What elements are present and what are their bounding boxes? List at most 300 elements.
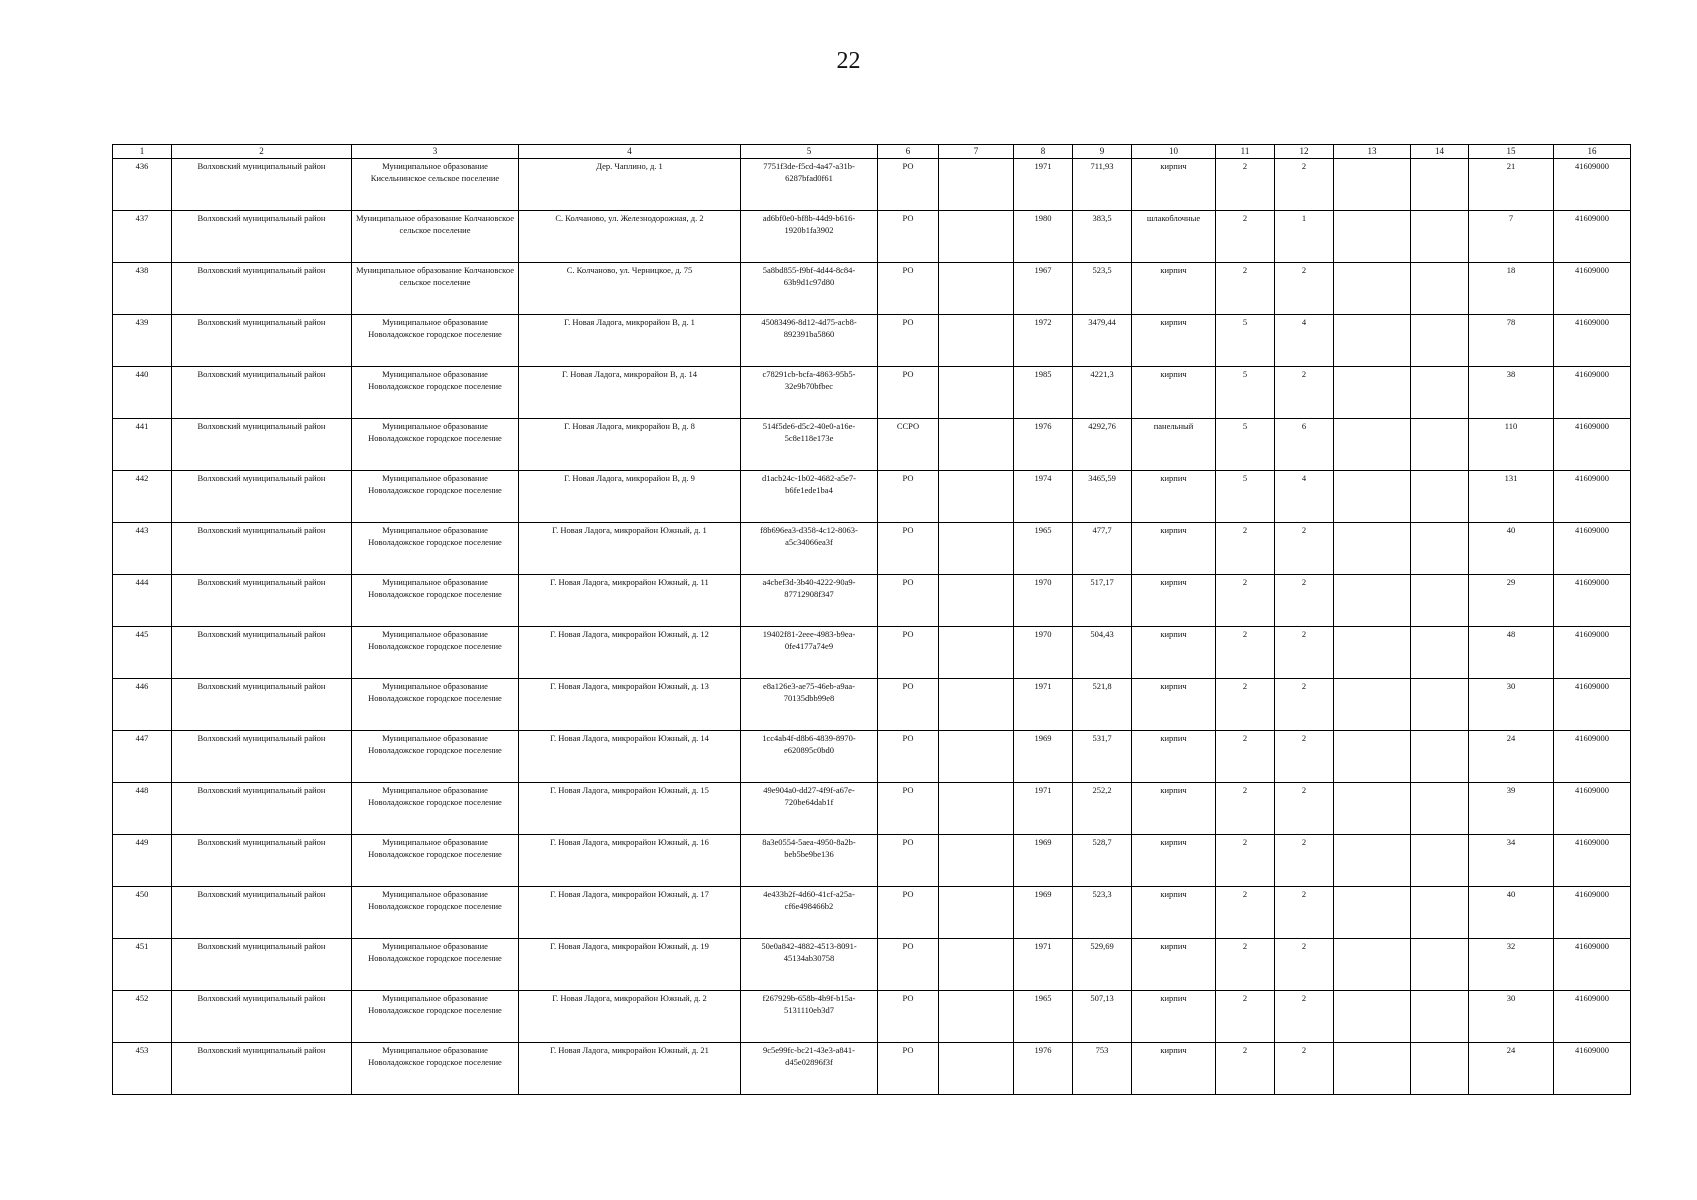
table-cell: Г. Новая Ладога, микрорайон Южный, д. 2 <box>519 991 741 1043</box>
table-cell: 504,43 <box>1073 627 1132 679</box>
table-cell: 1974 <box>1014 471 1073 523</box>
table-cell: 110 <box>1469 419 1554 471</box>
table-cell: 24 <box>1469 731 1554 783</box>
table-cell: 41609000 <box>1554 367 1631 419</box>
column-header: 12 <box>1275 145 1334 159</box>
table-cell: 41609000 <box>1554 159 1631 211</box>
table-cell: 38 <box>1469 367 1554 419</box>
table-cell: РО <box>878 367 939 419</box>
table-cell <box>939 471 1014 523</box>
table-cell: 3465,59 <box>1073 471 1132 523</box>
table-cell: Волховский муниципальный район <box>172 367 352 419</box>
column-header: 11 <box>1216 145 1275 159</box>
table-cell: 41609000 <box>1554 679 1631 731</box>
table-cell: Волховский муниципальный район <box>172 315 352 367</box>
table-cell <box>939 627 1014 679</box>
column-header: 9 <box>1073 145 1132 159</box>
table-cell: 1969 <box>1014 731 1073 783</box>
table-cell: РО <box>878 1043 939 1095</box>
table-cell <box>939 419 1014 471</box>
table-cell <box>1411 159 1469 211</box>
table-cell: 4292,76 <box>1073 419 1132 471</box>
table-cell: Дер. Чаплино, д. 1 <box>519 159 741 211</box>
table-cell: Муниципальное образование Новоладожское городское поселение <box>352 835 519 887</box>
table-cell: 252,2 <box>1073 783 1132 835</box>
table-cell <box>1334 939 1411 991</box>
table-cell: 2 <box>1216 679 1275 731</box>
table-cell: ССРО <box>878 419 939 471</box>
table-cell <box>1334 679 1411 731</box>
table-row <box>113 991 1631 1043</box>
table-cell: 34 <box>1469 835 1554 887</box>
table-cell: 1965 <box>1014 991 1073 1043</box>
table-cell <box>939 211 1014 263</box>
table-cell: 1971 <box>1014 783 1073 835</box>
table-cell: 528,7 <box>1073 835 1132 887</box>
table-cell: 1971 <box>1014 939 1073 991</box>
table-row <box>113 679 1631 731</box>
table-cell: 448 <box>113 783 172 835</box>
table-row <box>113 211 1631 263</box>
table-cell: Волховский муниципальный район <box>172 835 352 887</box>
table-cell: РО <box>878 159 939 211</box>
table-cell: Г. Новая Ладога, микрорайон Южный, д. 1 <box>519 523 741 575</box>
table-cell: 40 <box>1469 523 1554 575</box>
table-cell: Волховский муниципальный район <box>172 523 352 575</box>
table-cell: e8a126e3-ae75-46eb-a9aa-70135dbb99e8 <box>741 679 878 731</box>
table-cell: Муниципальное образование Новоладожское городское поселение <box>352 315 519 367</box>
table-cell: Муниципальное образование Новоладожское городское поселение <box>352 523 519 575</box>
table-cell: Г. Новая Ладога, микрорайон Южный, д. 15 <box>519 783 741 835</box>
column-header: 1 <box>113 145 172 159</box>
table-cell: 41609000 <box>1554 315 1631 367</box>
table-cell <box>1334 159 1411 211</box>
table-cell <box>1334 991 1411 1043</box>
table-cell: 5 <box>1216 367 1275 419</box>
table-cell: 4221,3 <box>1073 367 1132 419</box>
table-cell: 24 <box>1469 1043 1554 1095</box>
table-cell <box>939 575 1014 627</box>
table-cell: 4 <box>1275 315 1334 367</box>
table-row <box>113 731 1631 783</box>
table-cell: 2 <box>1216 835 1275 887</box>
table-cell <box>939 991 1014 1043</box>
table-cell: 4 <box>1275 471 1334 523</box>
table-cell: 1965 <box>1014 523 1073 575</box>
table-cell: 753 <box>1073 1043 1132 1095</box>
table-cell: 529,69 <box>1073 939 1132 991</box>
table-cell: 1969 <box>1014 887 1073 939</box>
table-cell <box>1411 315 1469 367</box>
table-cell: 451 <box>113 939 172 991</box>
table-cell <box>1334 211 1411 263</box>
table-cell: кирпич <box>1132 471 1216 523</box>
table-cell: Муниципальное образование Новоладожское городское поселение <box>352 887 519 939</box>
table-cell: Волховский муниципальный район <box>172 1043 352 1095</box>
table-cell: 41609000 <box>1554 627 1631 679</box>
table-cell <box>1334 367 1411 419</box>
table-cell: РО <box>878 783 939 835</box>
table-cell: 8a3e0554-5aea-4950-8a2b-beb5be9be136 <box>741 835 878 887</box>
table-cell <box>1411 575 1469 627</box>
table-cell <box>939 679 1014 731</box>
table-cell <box>1411 991 1469 1043</box>
table-cell: кирпич <box>1132 679 1216 731</box>
table-cell <box>939 731 1014 783</box>
table-cell <box>1411 211 1469 263</box>
table-cell: 39 <box>1469 783 1554 835</box>
table-cell: Муниципальное образование Новоладожское городское поселение <box>352 367 519 419</box>
table-cell <box>1411 419 1469 471</box>
table-cell: Муниципальное образование Новоладожское городское поселение <box>352 575 519 627</box>
table-cell: РО <box>878 939 939 991</box>
table-cell: 48 <box>1469 627 1554 679</box>
table-row <box>113 471 1631 523</box>
column-header: 16 <box>1554 145 1631 159</box>
table-cell: РО <box>878 679 939 731</box>
table-cell: 453 <box>113 1043 172 1095</box>
column-header: 15 <box>1469 145 1554 159</box>
column-header: 2 <box>172 145 352 159</box>
table-row <box>113 523 1631 575</box>
table-cell: 5 <box>1216 471 1275 523</box>
table-cell: РО <box>878 835 939 887</box>
table-cell: 1970 <box>1014 575 1073 627</box>
table-row <box>113 835 1631 887</box>
table-cell: РО <box>878 627 939 679</box>
table-cell: 41609000 <box>1554 263 1631 315</box>
table-row <box>113 1043 1631 1095</box>
table-cell: 19402f81-2eee-4983-b9ea-0fe4177a74e9 <box>741 627 878 679</box>
table-cell: 2 <box>1275 523 1334 575</box>
table-cell <box>1411 1043 1469 1095</box>
column-header: 3 <box>352 145 519 159</box>
table-cell: 3479,44 <box>1073 315 1132 367</box>
table-cell: c78291cb-bcfa-4863-95b5-32e9b70bfbec <box>741 367 878 419</box>
table-row <box>113 939 1631 991</box>
table-cell <box>1411 887 1469 939</box>
table-cell: 2 <box>1275 991 1334 1043</box>
table-cell: 41609000 <box>1554 523 1631 575</box>
table-cell: Муниципальное образование Колчановское сельское поселение <box>352 211 519 263</box>
table-cell <box>1334 731 1411 783</box>
table-cell: 30 <box>1469 991 1554 1043</box>
table-cell: d1acb24c-1b02-4682-a5e7-b6fe1ede1ba4 <box>741 471 878 523</box>
table-cell: 383,5 <box>1073 211 1132 263</box>
table-cell: 2 <box>1275 1043 1334 1095</box>
header-row <box>113 145 1631 159</box>
table-cell: Г. Новая Ладога, микрорайон В, д. 1 <box>519 315 741 367</box>
table-cell: 445 <box>113 627 172 679</box>
table-cell: РО <box>878 523 939 575</box>
table-cell: 2 <box>1275 679 1334 731</box>
table-cell: f267929b-658b-4b9f-b15a-5131110eb3d7 <box>741 991 878 1043</box>
table-cell: 517,17 <box>1073 575 1132 627</box>
table-cell <box>1334 523 1411 575</box>
table-cell: кирпич <box>1132 835 1216 887</box>
table-cell: Г. Новая Ладога, микрорайон Южный, д. 12 <box>519 627 741 679</box>
table-cell: 2 <box>1216 783 1275 835</box>
table-cell: 2 <box>1216 627 1275 679</box>
table-cell <box>939 263 1014 315</box>
table-cell: кирпич <box>1132 159 1216 211</box>
table-cell: 1972 <box>1014 315 1073 367</box>
table-cell: 78 <box>1469 315 1554 367</box>
table-cell: 1976 <box>1014 1043 1073 1095</box>
table-cell: Волховский муниципальный район <box>172 887 352 939</box>
table-cell <box>1334 263 1411 315</box>
table-cell: 450 <box>113 887 172 939</box>
column-header: 14 <box>1411 145 1469 159</box>
table-cell: Волховский муниципальный район <box>172 627 352 679</box>
table-cell: РО <box>878 263 939 315</box>
table-row <box>113 159 1631 211</box>
table-cell <box>1411 367 1469 419</box>
table-cell: Волховский муниципальный район <box>172 679 352 731</box>
table-cell: Муниципальное образование Новоладожское городское поселение <box>352 627 519 679</box>
table-cell: 5 <box>1216 419 1275 471</box>
table-cell <box>1334 887 1411 939</box>
table-cell: РО <box>878 575 939 627</box>
table-cell <box>939 887 1014 939</box>
table-cell: кирпич <box>1132 731 1216 783</box>
table-cell: 2 <box>1216 523 1275 575</box>
table-cell: РО <box>878 471 939 523</box>
table-cell <box>1334 575 1411 627</box>
table-cell: 2 <box>1216 159 1275 211</box>
table-cell: Волховский муниципальный район <box>172 471 352 523</box>
table-cell: 2 <box>1216 575 1275 627</box>
table-cell <box>939 835 1014 887</box>
table-cell: 41609000 <box>1554 575 1631 627</box>
table-cell: Муниципальное образование Колчановское сельское поселение <box>352 263 519 315</box>
table-cell: кирпич <box>1132 575 1216 627</box>
table-cell: 2 <box>1275 835 1334 887</box>
table-cell: 1967 <box>1014 263 1073 315</box>
table-cell: 2 <box>1216 211 1275 263</box>
table-cell: 41609000 <box>1554 211 1631 263</box>
table-cell: 30 <box>1469 679 1554 731</box>
table-cell: 41609000 <box>1554 419 1631 471</box>
table-row <box>113 887 1631 939</box>
table-cell: 41609000 <box>1554 731 1631 783</box>
table-cell: 40 <box>1469 887 1554 939</box>
table-cell: 45083496-8d12-4d75-acb8-892391ba5860 <box>741 315 878 367</box>
table-cell: РО <box>878 315 939 367</box>
table-cell: Муниципальное образование Новоладожское городское поселение <box>352 731 519 783</box>
table-cell <box>1411 939 1469 991</box>
table-cell: 452 <box>113 991 172 1043</box>
table-cell <box>1334 783 1411 835</box>
table-cell: Г. Новая Ладога, микрорайон В, д. 9 <box>519 471 741 523</box>
table-cell <box>1334 1043 1411 1095</box>
table-cell <box>1334 835 1411 887</box>
table-cell: 446 <box>113 679 172 731</box>
table-body <box>113 159 1631 1095</box>
table-cell <box>1411 471 1469 523</box>
table-cell: Муниципальное образование Новоладожское городское поселение <box>352 679 519 731</box>
table-cell: f8b696ea3-d358-4c12-8063-a5c34066ea3f <box>741 523 878 575</box>
table-cell: 2 <box>1275 939 1334 991</box>
table-cell: 21 <box>1469 159 1554 211</box>
table-cell: Волховский муниципальный район <box>172 211 352 263</box>
table-header <box>113 145 1631 159</box>
table-row <box>113 263 1631 315</box>
table-cell: 2 <box>1216 939 1275 991</box>
table-cell <box>939 315 1014 367</box>
table-cell: кирпич <box>1132 367 1216 419</box>
table-cell: 41609000 <box>1554 887 1631 939</box>
table-cell: 2 <box>1216 991 1275 1043</box>
table-cell: Г. Новая Ладога, микрорайон Южный, д. 11 <box>519 575 741 627</box>
table-cell: 443 <box>113 523 172 575</box>
table-cell: 442 <box>113 471 172 523</box>
table-cell: РО <box>878 731 939 783</box>
table-row <box>113 367 1631 419</box>
table-cell: 2 <box>1275 783 1334 835</box>
table-cell: панельный <box>1132 419 1216 471</box>
table-cell: Г. Новая Ладога, микрорайон В, д. 14 <box>519 367 741 419</box>
table-cell: Г. Новая Ладога, микрорайон Южный, д. 14 <box>519 731 741 783</box>
table-cell: 41609000 <box>1554 471 1631 523</box>
table-cell <box>1411 263 1469 315</box>
table-cell: 9c5e99fc-bc21-43e3-a841-d45e02896f3f <box>741 1043 878 1095</box>
table-cell: 4e433b2f-4d60-41cf-a25a-cf6e498466b2 <box>741 887 878 939</box>
table-cell <box>1411 731 1469 783</box>
table-cell: 18 <box>1469 263 1554 315</box>
table-cell: Г. Новая Ладога, микрорайон Южный, д. 19 <box>519 939 741 991</box>
table-cell: Муниципальное образование Кисельнинское сельское поселение <box>352 159 519 211</box>
table-row <box>113 783 1631 835</box>
column-header: 7 <box>939 145 1014 159</box>
page-number: 22 <box>836 48 861 74</box>
table-cell: 2 <box>1275 159 1334 211</box>
table-cell: 521,8 <box>1073 679 1132 731</box>
table-cell: кирпич <box>1132 627 1216 679</box>
table-cell: 6 <box>1275 419 1334 471</box>
table-cell: кирпич <box>1132 783 1216 835</box>
table-cell: Муниципальное образование Новоладожское городское поселение <box>352 783 519 835</box>
column-header: 13 <box>1334 145 1411 159</box>
table-cell: 1971 <box>1014 159 1073 211</box>
table-cell <box>939 1043 1014 1095</box>
table-cell: 41609000 <box>1554 783 1631 835</box>
table-cell: шлакоблочные <box>1132 211 1216 263</box>
table-cell <box>1411 835 1469 887</box>
table-cell: Волховский муниципальный район <box>172 419 352 471</box>
table-cell: Г. Новая Ладога, микрорайон Южный, д. 16 <box>519 835 741 887</box>
table-cell: 2 <box>1216 1043 1275 1095</box>
table-cell: кирпич <box>1132 1043 1216 1095</box>
housing-registry-table <box>112 144 1631 1095</box>
table-cell: 29 <box>1469 575 1554 627</box>
table-cell: С. Колчаново, ул. Железнодорожная, д. 2 <box>519 211 741 263</box>
table-cell: Волховский муниципальный район <box>172 263 352 315</box>
table-cell <box>1411 523 1469 575</box>
table-cell: 477,7 <box>1073 523 1132 575</box>
table-cell: кирпич <box>1132 887 1216 939</box>
table-cell: 2 <box>1216 731 1275 783</box>
table-cell: Муниципальное образование Новоладожское городское поселение <box>352 991 519 1043</box>
table-cell: кирпич <box>1132 523 1216 575</box>
table-cell: 1969 <box>1014 835 1073 887</box>
table-cell: 41609000 <box>1554 1043 1631 1095</box>
table-cell: 436 <box>113 159 172 211</box>
table-cell: 7 <box>1469 211 1554 263</box>
table-cell: 2 <box>1216 263 1275 315</box>
table-cell: С. Колчаново, ул. Черницкое, д. 75 <box>519 263 741 315</box>
table-cell: 2 <box>1216 887 1275 939</box>
table-cell: Муниципальное образование Новоладожское городское поселение <box>352 939 519 991</box>
table-cell: 1970 <box>1014 627 1073 679</box>
table-cell: 2 <box>1275 263 1334 315</box>
table-cell <box>939 159 1014 211</box>
table-cell: 440 <box>113 367 172 419</box>
table-cell: Волховский муниципальный район <box>172 939 352 991</box>
table-cell: РО <box>878 991 939 1043</box>
table-row <box>113 315 1631 367</box>
table-cell: кирпич <box>1132 991 1216 1043</box>
table-cell: 2 <box>1275 627 1334 679</box>
table-cell: Г. Новая Ладога, микрорайон Южный, д. 17 <box>519 887 741 939</box>
table-cell: РО <box>878 211 939 263</box>
table-cell: 7751f3de-f5cd-4a47-a31b-6287bfad0f61 <box>741 159 878 211</box>
table-cell: РО <box>878 887 939 939</box>
table-cell: 447 <box>113 731 172 783</box>
table-cell <box>1411 783 1469 835</box>
table-cell <box>1334 627 1411 679</box>
table-cell: 523,3 <box>1073 887 1132 939</box>
table-cell <box>1411 679 1469 731</box>
table-cell: 449 <box>113 835 172 887</box>
table-cell: 507,13 <box>1073 991 1132 1043</box>
table-cell: 49e904a0-dd27-4f9f-a67e-720be64dab1f <box>741 783 878 835</box>
column-header: 6 <box>878 145 939 159</box>
table-cell: 1971 <box>1014 679 1073 731</box>
table-cell: 437 <box>113 211 172 263</box>
table-cell: Волховский муниципальный район <box>172 575 352 627</box>
table-row <box>113 575 1631 627</box>
table-cell <box>1334 419 1411 471</box>
table-cell: 5 <box>1216 315 1275 367</box>
table-cell: Волховский муниципальный район <box>172 159 352 211</box>
table-cell: 1976 <box>1014 419 1073 471</box>
table-cell: 441 <box>113 419 172 471</box>
table-cell: Г. Новая Ладога, микрорайон Южный, д. 21 <box>519 1043 741 1095</box>
table-cell: Г. Новая Ладога, микрорайон В, д. 8 <box>519 419 741 471</box>
table-cell: Волховский муниципальный район <box>172 991 352 1043</box>
table-cell: 514f5de6-d5c2-40e0-a16e-5c8e118e173e <box>741 419 878 471</box>
table-row <box>113 419 1631 471</box>
column-header: 8 <box>1014 145 1073 159</box>
table-cell: 2 <box>1275 887 1334 939</box>
table-cell <box>939 783 1014 835</box>
table-cell: Муниципальное образование Новоладожское городское поселение <box>352 1043 519 1095</box>
table-cell <box>1411 627 1469 679</box>
table-cell: Волховский муниципальный район <box>172 783 352 835</box>
table-cell: 439 <box>113 315 172 367</box>
table-cell: 1cc4ab4f-d8b6-4839-8970-e620895c0bd0 <box>741 731 878 783</box>
table-cell: a4cbef3d-3b40-4222-90a9-87712908f347 <box>741 575 878 627</box>
table-cell: 531,7 <box>1073 731 1132 783</box>
table-cell <box>939 939 1014 991</box>
table-cell <box>1334 315 1411 367</box>
table-cell: 1980 <box>1014 211 1073 263</box>
column-header: 5 <box>741 145 878 159</box>
table-cell: 32 <box>1469 939 1554 991</box>
table-cell <box>1334 471 1411 523</box>
table-cell: 523,5 <box>1073 263 1132 315</box>
